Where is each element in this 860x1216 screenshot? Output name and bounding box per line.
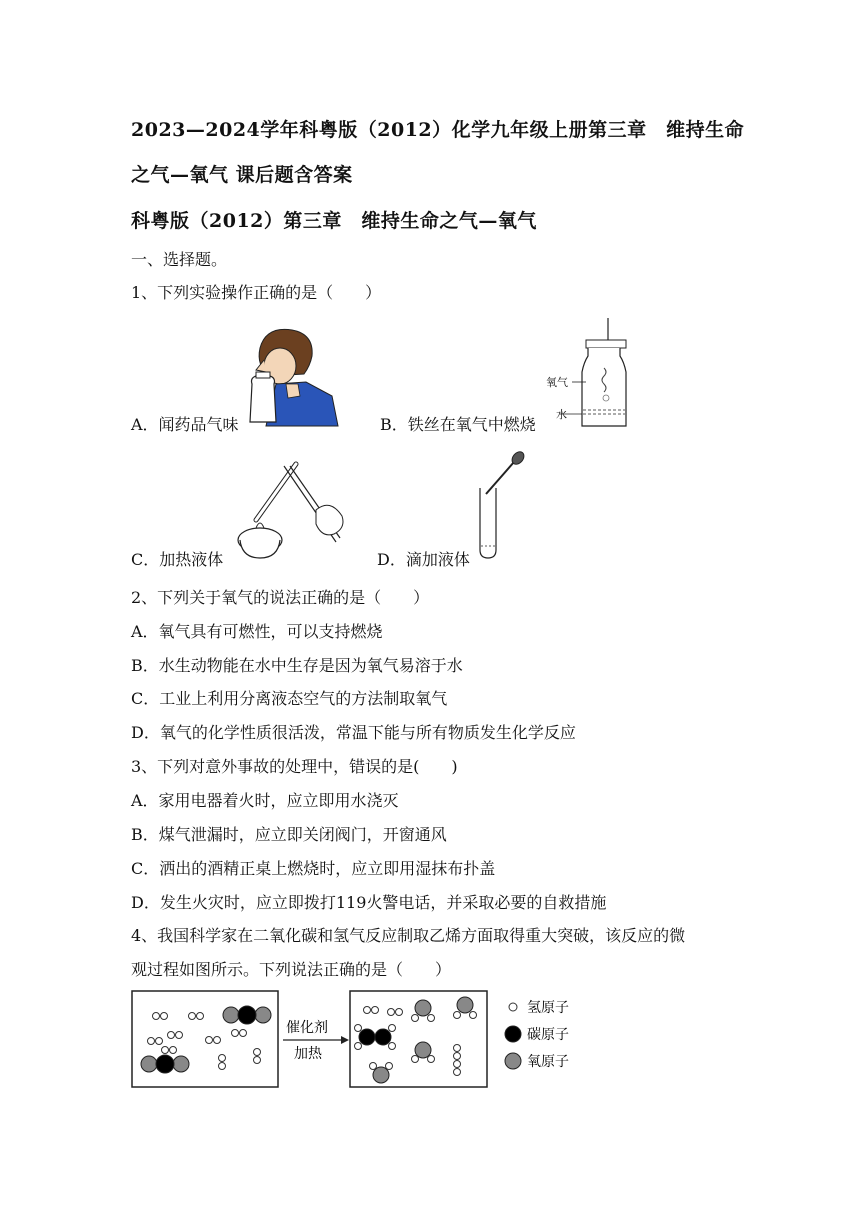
arrow-heating-label: 加热 — [294, 1046, 322, 1062]
question-4-stem-line2: 观过程如图所示。下列说法正确的是（ ） — [131, 960, 452, 979]
q2-option-d: D．氧气的化学性质很活泼，常温下能与所有物质发生化学反应 — [131, 723, 576, 742]
question-1-stem: 1、下列实验操作正确的是（ ） — [131, 283, 382, 302]
question-3-stem: 3、下列对意外事故的处理中，错误的是( ) — [131, 757, 458, 776]
q1-option-b: B．铁丝在氧气中燃烧 — [380, 415, 536, 434]
reaction-micro-diagram — [131, 990, 591, 1090]
oxygen-label: 氧气 — [546, 376, 568, 389]
q2-option-b: B．水生动物能在水中生存是因为氧气易溶于水 — [131, 656, 463, 675]
iron-wire-burning-figure — [546, 318, 646, 428]
arrow-catalyst-label: 催化剂 — [286, 1020, 328, 1036]
legend-hydrogen: 氢原子 — [527, 1000, 569, 1016]
dropping-liquid-figure — [476, 450, 526, 560]
heating-liquid-figure — [230, 458, 350, 568]
q1-option-a: A．闻药品气味 — [131, 415, 239, 434]
question-4-stem-line1: 4、我国科学家在二氧化碳和氢气反应制取乙烯方面取得重大突破，该反应的微 — [131, 926, 686, 945]
oxygen-atom-icon — [505, 1053, 521, 1069]
smelling-person-figure — [246, 326, 346, 426]
q3-option-b: B．煤气泄漏时，应立即关闭阀门，开窗通风 — [131, 825, 447, 844]
question-2-stem: 2、下列关于氧气的说法正确的是（ ） — [131, 588, 430, 607]
q1-option-c: C．加热液体 — [131, 550, 224, 569]
hydrogen-atom-icon — [509, 1003, 517, 1011]
carbon-atom-icon — [505, 1026, 521, 1042]
legend — [505, 1000, 569, 1070]
q1-option-d: D．滴加液体 — [377, 550, 470, 569]
document-title-line2: 之气—氧气 课后题含答案 — [131, 164, 353, 186]
q2-option-c: C．工业上利用分离液态空气的方法制取氧气 — [131, 689, 448, 708]
legend-oxygen: 氧原子 — [527, 1054, 569, 1070]
document-subtitle: 科粤版（2012）第三章 维持生命之气—氧气 — [131, 210, 537, 232]
section-heading: 一、选择题。 — [131, 250, 228, 269]
document-title-line1: 2023—2024学年科粤版（2012）化学九年级上册第三章 维持生命 — [131, 119, 745, 141]
q2-option-a: A．氧气具有可燃性，可以支持燃烧 — [131, 622, 383, 641]
q3-option-c: C．洒出的酒精正桌上燃烧时，应立即用湿抹布扑盖 — [131, 859, 496, 878]
water-label: 水 — [556, 408, 567, 421]
legend-carbon: 碳原子 — [527, 1027, 569, 1043]
q3-option-d: D．发生火灾时，应立即拨打119火警电话，并采取必要的自救措施 — [131, 893, 607, 912]
q3-option-a: A．家用电器着火时，应立即用水浇灭 — [131, 791, 399, 810]
